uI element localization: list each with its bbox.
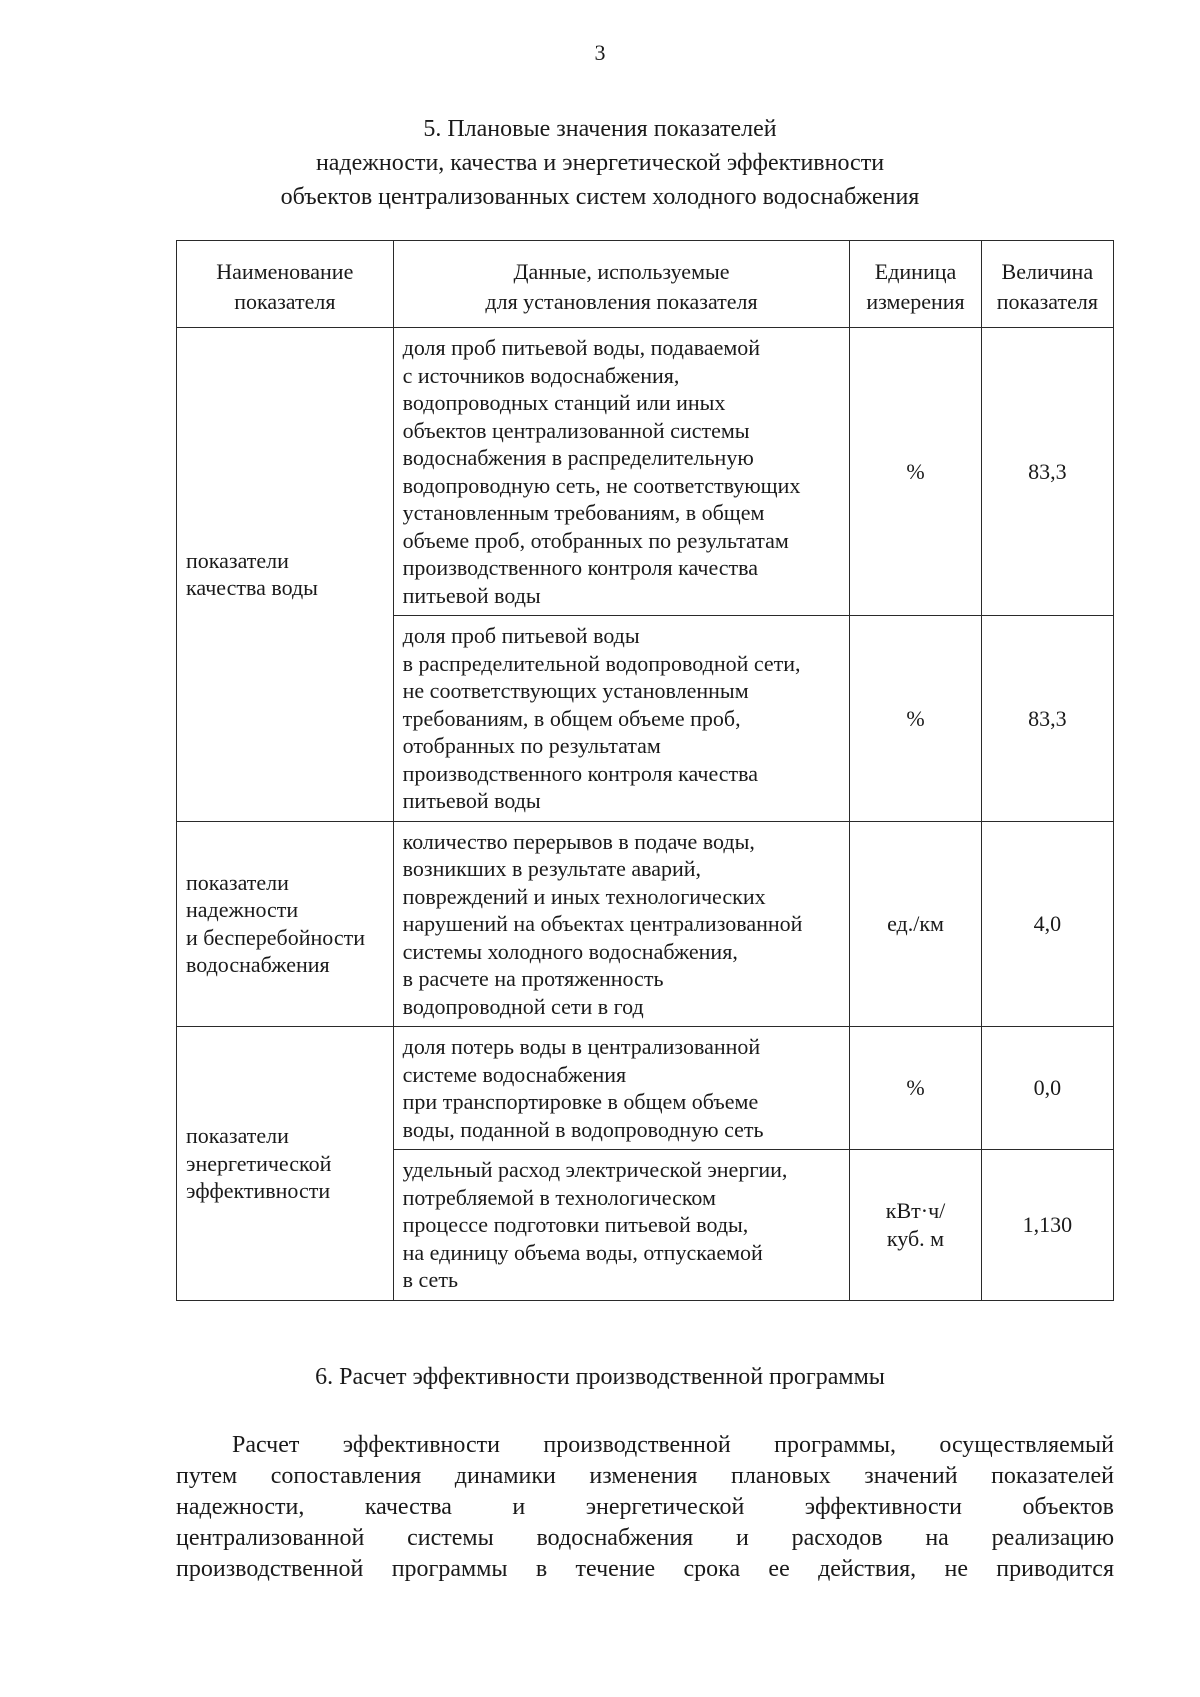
- indicator-data-line: возникших в результате аварий,: [402, 856, 702, 881]
- indicator-data-line: доля проб питьевой воды: [402, 623, 640, 648]
- indicator-name-line: надежности: [186, 897, 299, 923]
- unit-cell: [850, 1150, 981, 1301]
- unit-line: %: [906, 1075, 925, 1101]
- unit-line: ед./км: [887, 911, 944, 936]
- paragraph-line: Расчет эффективности производственной программы, осуществляемый: [232, 1432, 1114, 1458]
- table-row: [177, 328, 1114, 616]
- indicator-data-line: водопроводную сеть, не соответствующих: [402, 472, 801, 498]
- header-text: Данные, используемые: [513, 259, 730, 284]
- indicator-data-line: отобранных по результатам: [402, 733, 661, 758]
- indicator-data-cell: [393, 1150, 850, 1301]
- indicator-data-line: при транспортировке в общем объеме: [402, 1089, 759, 1114]
- value-cell: 1,130: [981, 1150, 1113, 1301]
- indicator-data-line: в распределительной водопроводной сети,: [402, 650, 801, 676]
- indicator-data-line: водопроводных станций или иных: [402, 390, 726, 415]
- indicator-data-line: потребляемой в технологическом: [402, 1184, 716, 1210]
- value-cell: 83,3: [981, 616, 1113, 822]
- unit-line: куб. м: [886, 1225, 945, 1251]
- indicator-data-cell: [393, 1027, 850, 1150]
- indicator-name-cell: [177, 1027, 394, 1301]
- indicator-data-line: воды, поданной в водопроводную сеть: [402, 1116, 764, 1142]
- table-row: [177, 821, 1114, 1027]
- indicator-data-line: доля проб питьевой воды, подаваемой: [402, 335, 761, 360]
- indicator-name-line: и бесперебойности: [186, 924, 365, 950]
- indicator-name-line: показатели: [186, 547, 289, 573]
- indicator-data-line: системы холодного водоснабжения,: [402, 938, 738, 964]
- unit-cell: [850, 1027, 981, 1150]
- header-text: для установления показателя: [485, 289, 758, 314]
- unit-cell: [850, 328, 981, 616]
- indicator-data-line: процессе подготовки питьевой воды,: [402, 1212, 749, 1237]
- page-number: 3: [594, 40, 606, 65]
- indicator-name-line: энергетической: [186, 1150, 332, 1176]
- indicator-data-line: на единицу объема воды, отпускаемой: [402, 1239, 763, 1265]
- header-text: Величина: [1001, 259, 1094, 284]
- section-6-title: 6. Расчет эффективности производственной программы: [315, 1364, 885, 1390]
- indicator-name-line: показатели: [186, 1123, 289, 1148]
- indicator-name-cell: [177, 821, 394, 1027]
- unit-line: %: [906, 458, 925, 484]
- indicator-data-line: водопроводной сети в год: [402, 993, 644, 1019]
- section-5-title-line: надежности, качества и энергетической эффективности: [315, 150, 885, 176]
- unit-line: кВт·ч/: [885, 1198, 946, 1224]
- indicator-data-line: удельный расход электрической энергии,: [402, 1157, 788, 1182]
- indicator-data-line: объеме проб, отобранных по результатам: [402, 527, 789, 553]
- paragraph-line: централизованной системы водоснабжения и расходов на реализацию: [176, 1525, 1114, 1551]
- section-5-title-line: объектов централизованных систем холодного водоснабжения: [280, 184, 920, 210]
- section-6-paragraph: [176, 1430, 1114, 1585]
- value-cell: 4,0: [981, 821, 1113, 1027]
- section-5-title: [0, 112, 1200, 214]
- indicator-data-line: системе водоснабжения: [402, 1061, 627, 1087]
- unit-cell: [850, 821, 981, 1027]
- indicator-data-line: требованиям, в общем объеме проб,: [402, 705, 741, 731]
- indicator-name-line: показатели: [186, 869, 289, 895]
- indicator-data-line: объектов централизованной системы: [402, 417, 750, 443]
- indicator-data-line: с источников водоснабжения,: [402, 362, 680, 388]
- indicators-table: [176, 240, 1114, 1301]
- indicator-name-cell: [177, 328, 394, 822]
- unit-line: %: [906, 705, 925, 731]
- indicator-name-line: эффективности: [186, 1178, 331, 1203]
- section-5-title-line: 5. Плановые значения показателей: [423, 116, 777, 142]
- indicator-data-line: повреждений и иных технологических: [402, 883, 766, 909]
- paragraph-line: надежности, качества и энергетической эффективности объектов: [176, 1494, 1114, 1520]
- header-text: Наименование: [216, 259, 354, 284]
- header-text: показателя: [234, 289, 336, 314]
- indicator-data-line: количество перерывов в подаче воды,: [402, 828, 755, 854]
- table-row: [177, 1027, 1114, 1150]
- table-header-row: [177, 241, 1114, 328]
- indicator-data-line: питьевой воды: [402, 582, 541, 608]
- value-cell: 83,3: [981, 328, 1113, 616]
- indicator-data-line: в сеть: [402, 1267, 458, 1292]
- paragraph-line: путем сопоставления динамики изменения плановых значений показателей: [176, 1463, 1114, 1489]
- header-text: показателя: [996, 289, 1098, 314]
- indicator-data-line: в расчете на протяженность: [402, 966, 664, 991]
- header-data: [393, 241, 850, 328]
- indicator-data-line: не соответствующих установленным: [402, 678, 749, 703]
- indicator-name-line: качества воды: [186, 575, 318, 601]
- header-text: Единица: [874, 259, 957, 284]
- indicator-data-cell: [393, 328, 850, 616]
- indicator-data-line: водоснабжения в распределительную: [402, 445, 754, 470]
- indicator-data-line: производственного контроля качества: [402, 555, 758, 580]
- unit-cell: [850, 616, 981, 822]
- indicator-data-line: установленным требованиям, в общем: [402, 500, 765, 525]
- indicator-data-line: доля потерь воды в централизованной: [402, 1034, 761, 1059]
- value-cell: 0,0: [981, 1027, 1113, 1150]
- indicator-data-line: нарушений на объектах централизованной: [402, 911, 803, 936]
- header-unit: [850, 241, 981, 328]
- table-body: [177, 328, 1114, 1301]
- paragraph-line: производственной программы в течение срока ее действия, не приводится: [176, 1556, 1114, 1582]
- indicator-data-line: производственного контроля качества: [402, 760, 758, 786]
- indicator-data-cell: [393, 616, 850, 822]
- header-text: измерения: [866, 289, 965, 314]
- indicator-data-line: питьевой воды: [402, 788, 541, 813]
- indicator-name-line: водоснабжения: [186, 952, 330, 978]
- header-value: [981, 241, 1113, 328]
- header-name: [177, 241, 394, 328]
- indicator-data-cell: [393, 821, 850, 1027]
